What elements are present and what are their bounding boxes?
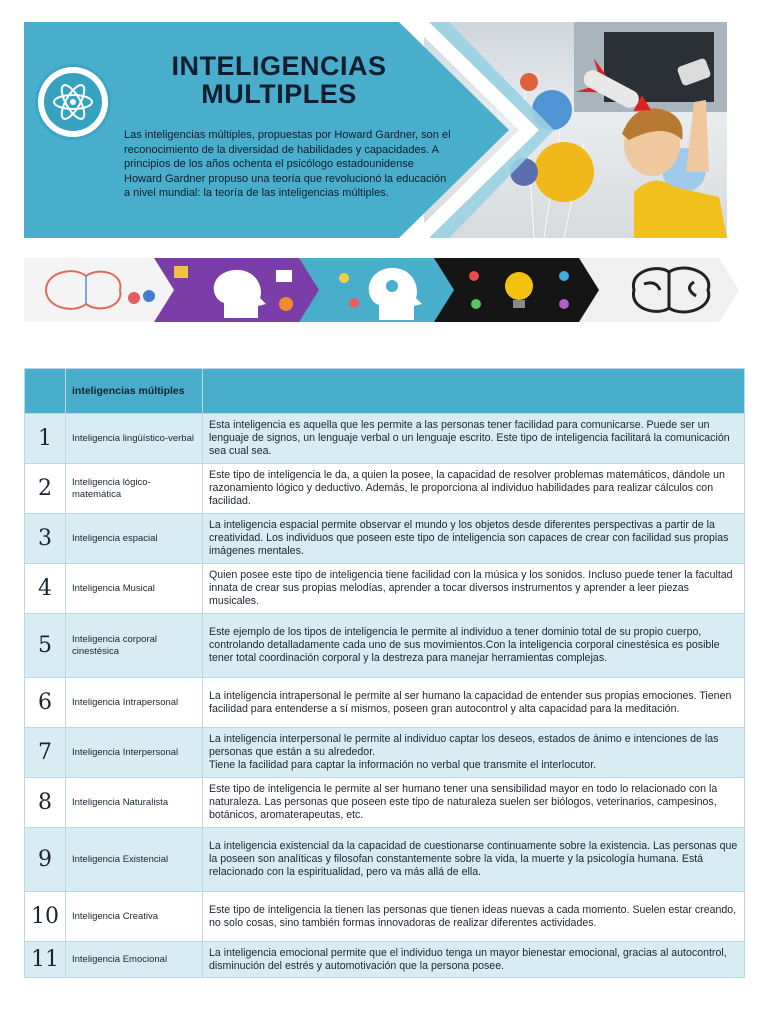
intelligence-name: Inteligencia lingüístico-verbal [66,414,203,464]
intelligence-name: Inteligencia Emocional [66,942,203,978]
row-number: 1 [25,414,66,464]
row-number: 7 [25,728,66,778]
row-number: 5 [25,614,66,678]
intelligence-name: Inteligencia Creativa [66,892,203,942]
intelligence-name: Inteligencia Naturalista [66,778,203,828]
logo-badge [38,67,108,137]
page-title: INTELIGENCIAS MULTIPLES [171,51,387,109]
header-cell-number [25,369,66,414]
table-row [25,828,745,892]
row-number: 4 [25,564,66,614]
intelligence-description: La inteligencia intrapersonal le permite al ser humano la capacidad de entender sus propias emociones. Tienen facilidad para entenderse a sí mismos, poseen gran autocontrol y alta capacidad para la meditación. [203,678,745,728]
table-row [25,728,745,778]
intelligence-description: La inteligencia emocional permite que el individuo tenga un mayor bienestar emocional, gracias al autocontrol, disminución del estrés y automotivación que la persona posee. [203,942,745,978]
header-cell-name: inteligencias múltiples [66,369,203,414]
intelligence-description: Este ejemplo de los tipos de inteligencia le permite al individuo a tener dominio total de su propio cuerpo, controlando detalladamente cada uno de sus movimientos.Con la inteligencia corporal cinestésica es posible tener total coordinación corporal y la destreza para manejar herramientas complejas. [203,614,745,678]
intelligence-name: Inteligencia corporal cinestésica [66,614,203,678]
intelligence-description: La inteligencia interpersonal le permite al individuo captar los deseos, estados de ánimo e intenciones de las personas que están a su alrededor. Tiene la facilidad para captar la información no verbal que transmite el interlocutor. [203,728,745,778]
header-cell-description [203,369,745,414]
table-row [25,778,745,828]
table-row [25,464,745,514]
table-row [25,514,745,564]
row-number: 9 [25,828,66,892]
row-number: 3 [25,514,66,564]
intelligence-name: Inteligencia Intrapersonal [66,678,203,728]
table-row [25,414,745,464]
intelligence-description: Este tipo de inteligencia le permite al ser humano tener una sensibilidad mayor en todo lo relacionado con la naturaleza. Las personas que poseen este tipo de naturaleza suelen ser biólogos, veterinarios, campesinos, botánicos, aromaterapeutas, etc. [203,778,745,828]
intelligence-description: La inteligencia existencial da la capacidad de cuestionarse continuamente sobre la existencia. Las personas que la poseen son analíticas y filosofan constantemente sobre la vida, la muerte y la psicología humana. Está relacionado con la espiritualidad, pero va más allá de ella. [203,828,745,892]
intelligence-description: Quien posee este tipo de inteligencia tiene facilidad con la música y los sonidos. Incluso puede tener la facultad innata de crear sus propias melodías, aprender a tocar diversos instrumentos y aprender a leer piezas musicales. [203,564,745,614]
intelligence-description: Esta inteligencia es aquella que les permite a las personas tener facilidad para comunicarse. Puede ser un lenguaje de signos, un lenguaje verbal o un lenguaje escrito. Este tipo de inteligencia facilitará la comunicación sea cual sea. [203,414,745,464]
table-row [25,614,745,678]
intelligence-name: Inteligencia lógico-matemática [66,464,203,514]
row-number: 11 [25,942,66,978]
header-banner [24,22,727,238]
row-number: 8 [25,778,66,828]
row-number: 10 [25,892,66,942]
intelligence-name: Inteligencia Musical [66,564,203,614]
intelligences-table [24,368,745,978]
atom-icon [51,80,95,124]
intelligence-name: Inteligencia espacial [66,514,203,564]
intelligences-infographic-strip [24,258,739,322]
intelligence-description: La inteligencia espacial permite observar el mundo y los objetos desde diferentes perspectivas a partir de la creatividad. Los individuos que poseen este tipo de inteligencia son capaces de crear con facilidad sus propias imágenes mentales. [203,514,745,564]
table-row [25,564,745,614]
intelligence-name: Inteligencia Interpersonal [66,728,203,778]
table-row [25,678,745,728]
table-row [25,892,745,942]
intelligence-description: Este tipo de inteligencia la tienen las personas que tienen ideas nuevas a cada momento. Suelen estar creando, no solo cosas, sino también formas innovadoras de realizar diferentes actividades. [203,892,745,942]
intelligence-description: Este tipo de inteligencia le da, a quien la posee, la capacidad de resolver problemas matemáticos, dándole un razonamiento lógico y deductivo. Además, le proporciona al individuo habilidades para realizar cálculos con facilidad. [203,464,745,514]
intro-paragraph: Las inteligencias múltiples, propuestas por Howard Gardner, son el reconocimiento de la diversidad de habilidades y capacidades. A principios de los años ochenta el psicólogo estadounidense Howard Gardner propuso una teoría que revolucionó la educación a nivel mundial: la teoría de las inteligencias múltiples. [124,129,451,199]
intelligence-name: Inteligencia Existencial [66,828,203,892]
table-header-row [25,369,745,414]
row-number: 2 [25,464,66,514]
table-row [25,942,745,978]
row-number: 6 [25,678,66,728]
